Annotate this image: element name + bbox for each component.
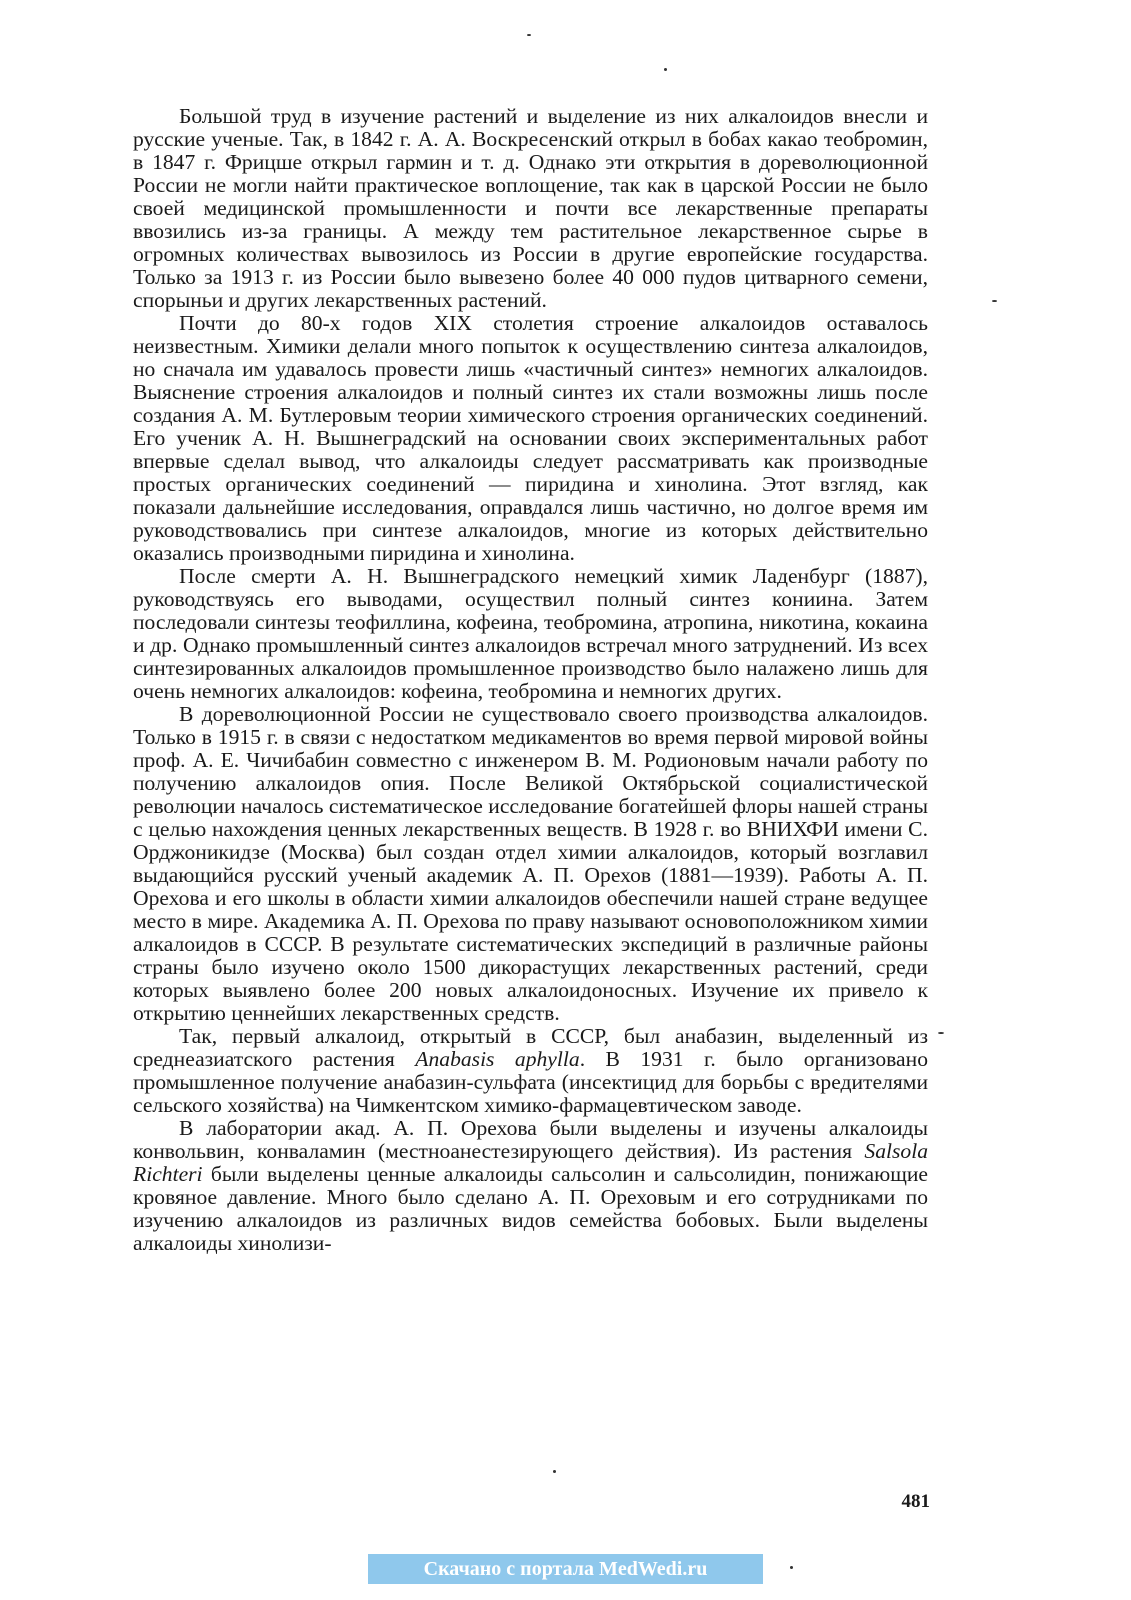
species-name-salsola: Salsola Richteri — [133, 1139, 928, 1186]
watermark-banner[interactable]: Скачано с портала MedWedi.ru — [368, 1554, 763, 1584]
species-name-anabasis: Anabasis aphylla — [415, 1047, 580, 1071]
scan-speck — [664, 68, 667, 71]
body-text — [133, 105, 928, 1255]
scan-speck — [553, 1470, 556, 1473]
paragraph-6 — [133, 1117, 928, 1255]
paragraph-6-text-a: В лаборатории акад. А. П. Орехова были выделены и изучены алкалоиды конвольвин, конваламин (местноанестезирующего действия). Из растения — [133, 1116, 928, 1163]
scan-speck — [527, 34, 531, 36]
paragraph-5 — [133, 1025, 928, 1117]
paragraph-3: После смерти А. Н. Вышнеградского немецкий химик Ладенбург (1887), руководствуясь его выводами, осуществил полный синтез кониина. Затем последовали синтезы теофиллина, кофеина, теобромина, атропина, никотина, кокаина и др. Однако промышленный синтез алкалоидов встречал много затруднений. Из всех синтезированных алкалоидов промышленное производство было налажено лишь для очень немногих алкалоидов: кофеина, теобромина и немногих других. — [133, 564, 928, 703]
paragraph-4: В дореволюционной России не существовало своего производства алкалоидов. Только в 1915 г. в связи с недостатком медикаментов во время первой мировой войны проф. А. Е. Чичибабин совместно с инженером В. М. Родионовым начали работу по получению алкалоидов опия. После Великой Октябрьской социалистической революции началось систематическое исследование богатейшей флоры нашей страны с целью нахождения ценных лекарственных веществ. В 1928 г. во ВНИХФИ имени С. Орджоникидзе (Москва) был создан отдел химии алкалоидов, который возглавил выдающийся русский ученый академик А. П. Орехов (1881—1939). Работы А. П. Орехова и его школы в области химии алкалоидов обеспечили нашей стране ведущее место в мире. Академика А. П. Орехова по праву называют основоположником химии алкалоидов в СССР. В результате систематических экспедиций в различные районы страны было изучено около 1500 дикорастущих лекарственных растений, среди которых выявлено более 200 новых алкалоидоносных. Изучение их привело к открытию ценнейших лекарственных средств. — [133, 702, 928, 1025]
paragraph-5-text-a: Так, первый алкалоид, открытый в СССР, был анабазин, выделенный из среднеазиатского растения — [133, 1024, 928, 1071]
scan-speck — [790, 1566, 793, 1569]
scan-speck — [938, 1032, 944, 1034]
paragraph-5-text-b: . В 1931 г. было организовано промышленное получение анабазин-сульфата (инсектицид для борьбы с вредителями сельского хозяйства) на Чимкентском химико-фармацевтическом заводе. — [133, 1047, 928, 1117]
scan-speck — [992, 300, 997, 302]
paragraph-2: Почти до 80-х годов XIX столетия строение алкалоидов оставалось неизвестным. Химики делали много попыток к осуществлению синтеза алкалоидов, но сначала им удавалось провести лишь «частичный синтез» немногих алкалоидов. Выяснение строения алкалоидов и полный синтез их стали возможны лишь после создания А. М. Бутлеровым теории химического строения органических соединений. Его ученик А. Н. Вышнеградский на основании своих экспериментальных работ впервые сделал вывод, что алкалоиды следует рассматривать как производные простых органических соединений — пиридина и хинолина. Этот взгляд, как показали дальнейшие исследования, оправдался лишь частично, но долгое время им руководствовались при синтезе алкалоидов, многие из которых действительно оказались производными пиридина и хинолина. — [133, 311, 928, 565]
page-number: 481 — [901, 1491, 930, 1512]
paragraph-6-text-b: были выделены ценные алкалоиды сальсолин и сальсолидин, понижающие кровяное давление. Много было сделано А. П. Ореховым и его сотрудниками по изучению алкалоидов из различных видов семейства бобовых. Были выделены алкалоиды хинолизи- — [133, 1162, 928, 1255]
paragraph-1: Большой труд в изучение растений и выделение из них алкалоидов внесли и русские ученые. Так, в 1842 г. А. А. Воскресенский открыл в бобах какао теобромин, в 1847 г. Фрицше открыл гармин и т. д. Однако эти открытия в дореволюционной России не могли найти практическое воплощение, так как в царской России не было своей медицинской промышленности и почти все лекарственные препараты ввозились из-за границы. А между тем растительное лекарственное сырье в огромных количествах вывозилось из России в другие европейские государства. Только за 1913 г. из России было вывезено более 40 000 пудов цитварного семени, спорыньи и других лекарственных растений. — [133, 104, 928, 312]
